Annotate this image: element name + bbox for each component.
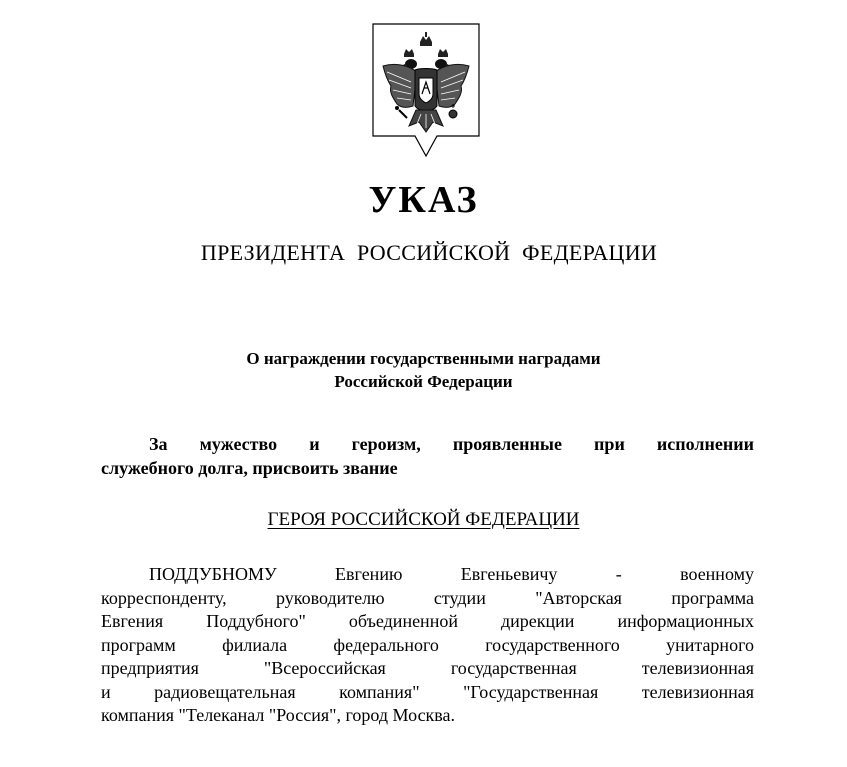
rank-title (0, 509, 847, 531)
rank-text: ГЕРОЯ РОССИЙСКОЙ ФЕДЕРАЦИИ (267, 509, 580, 530)
body-line: компания "Телеканал "Россия", город Москва. (101, 705, 456, 725)
state-emblem-icon (371, 22, 481, 158)
body-paragraph (101, 563, 754, 728)
document-subtitle: ПРЕЗИДЕНТА РОССИЙСКОЙ ФЕДЕРАЦИИ (200, 240, 658, 265)
body-line: ПОДДУБНОМУ Евгению Евгеньевичу - военному (149, 564, 754, 584)
document-title: УКАЗ (368, 179, 479, 221)
body-line: и радиовещательная компания" "Государственная телевизионная (101, 681, 754, 702)
body-line: корреспонденту, руководителю студии "Авторская программа (101, 587, 754, 608)
heading-line: Российской Федерации (334, 372, 513, 391)
intro-paragraph (101, 433, 754, 480)
heading-line: О награждении государственными наградами (246, 349, 601, 368)
body-line: Евгения Поддубного" объединенной дирекции информационных (101, 611, 754, 631)
body-line: предприятия "Всероссийская государственная телевизионная (101, 658, 754, 678)
intro-line: служебного долга, присвоить звание (101, 457, 398, 478)
body-line: программ филиала федерального государственного унитарного (101, 634, 754, 655)
document-heading (0, 347, 847, 393)
intro-line: За мужество и героизм, проявленные при исполнении (149, 434, 754, 454)
